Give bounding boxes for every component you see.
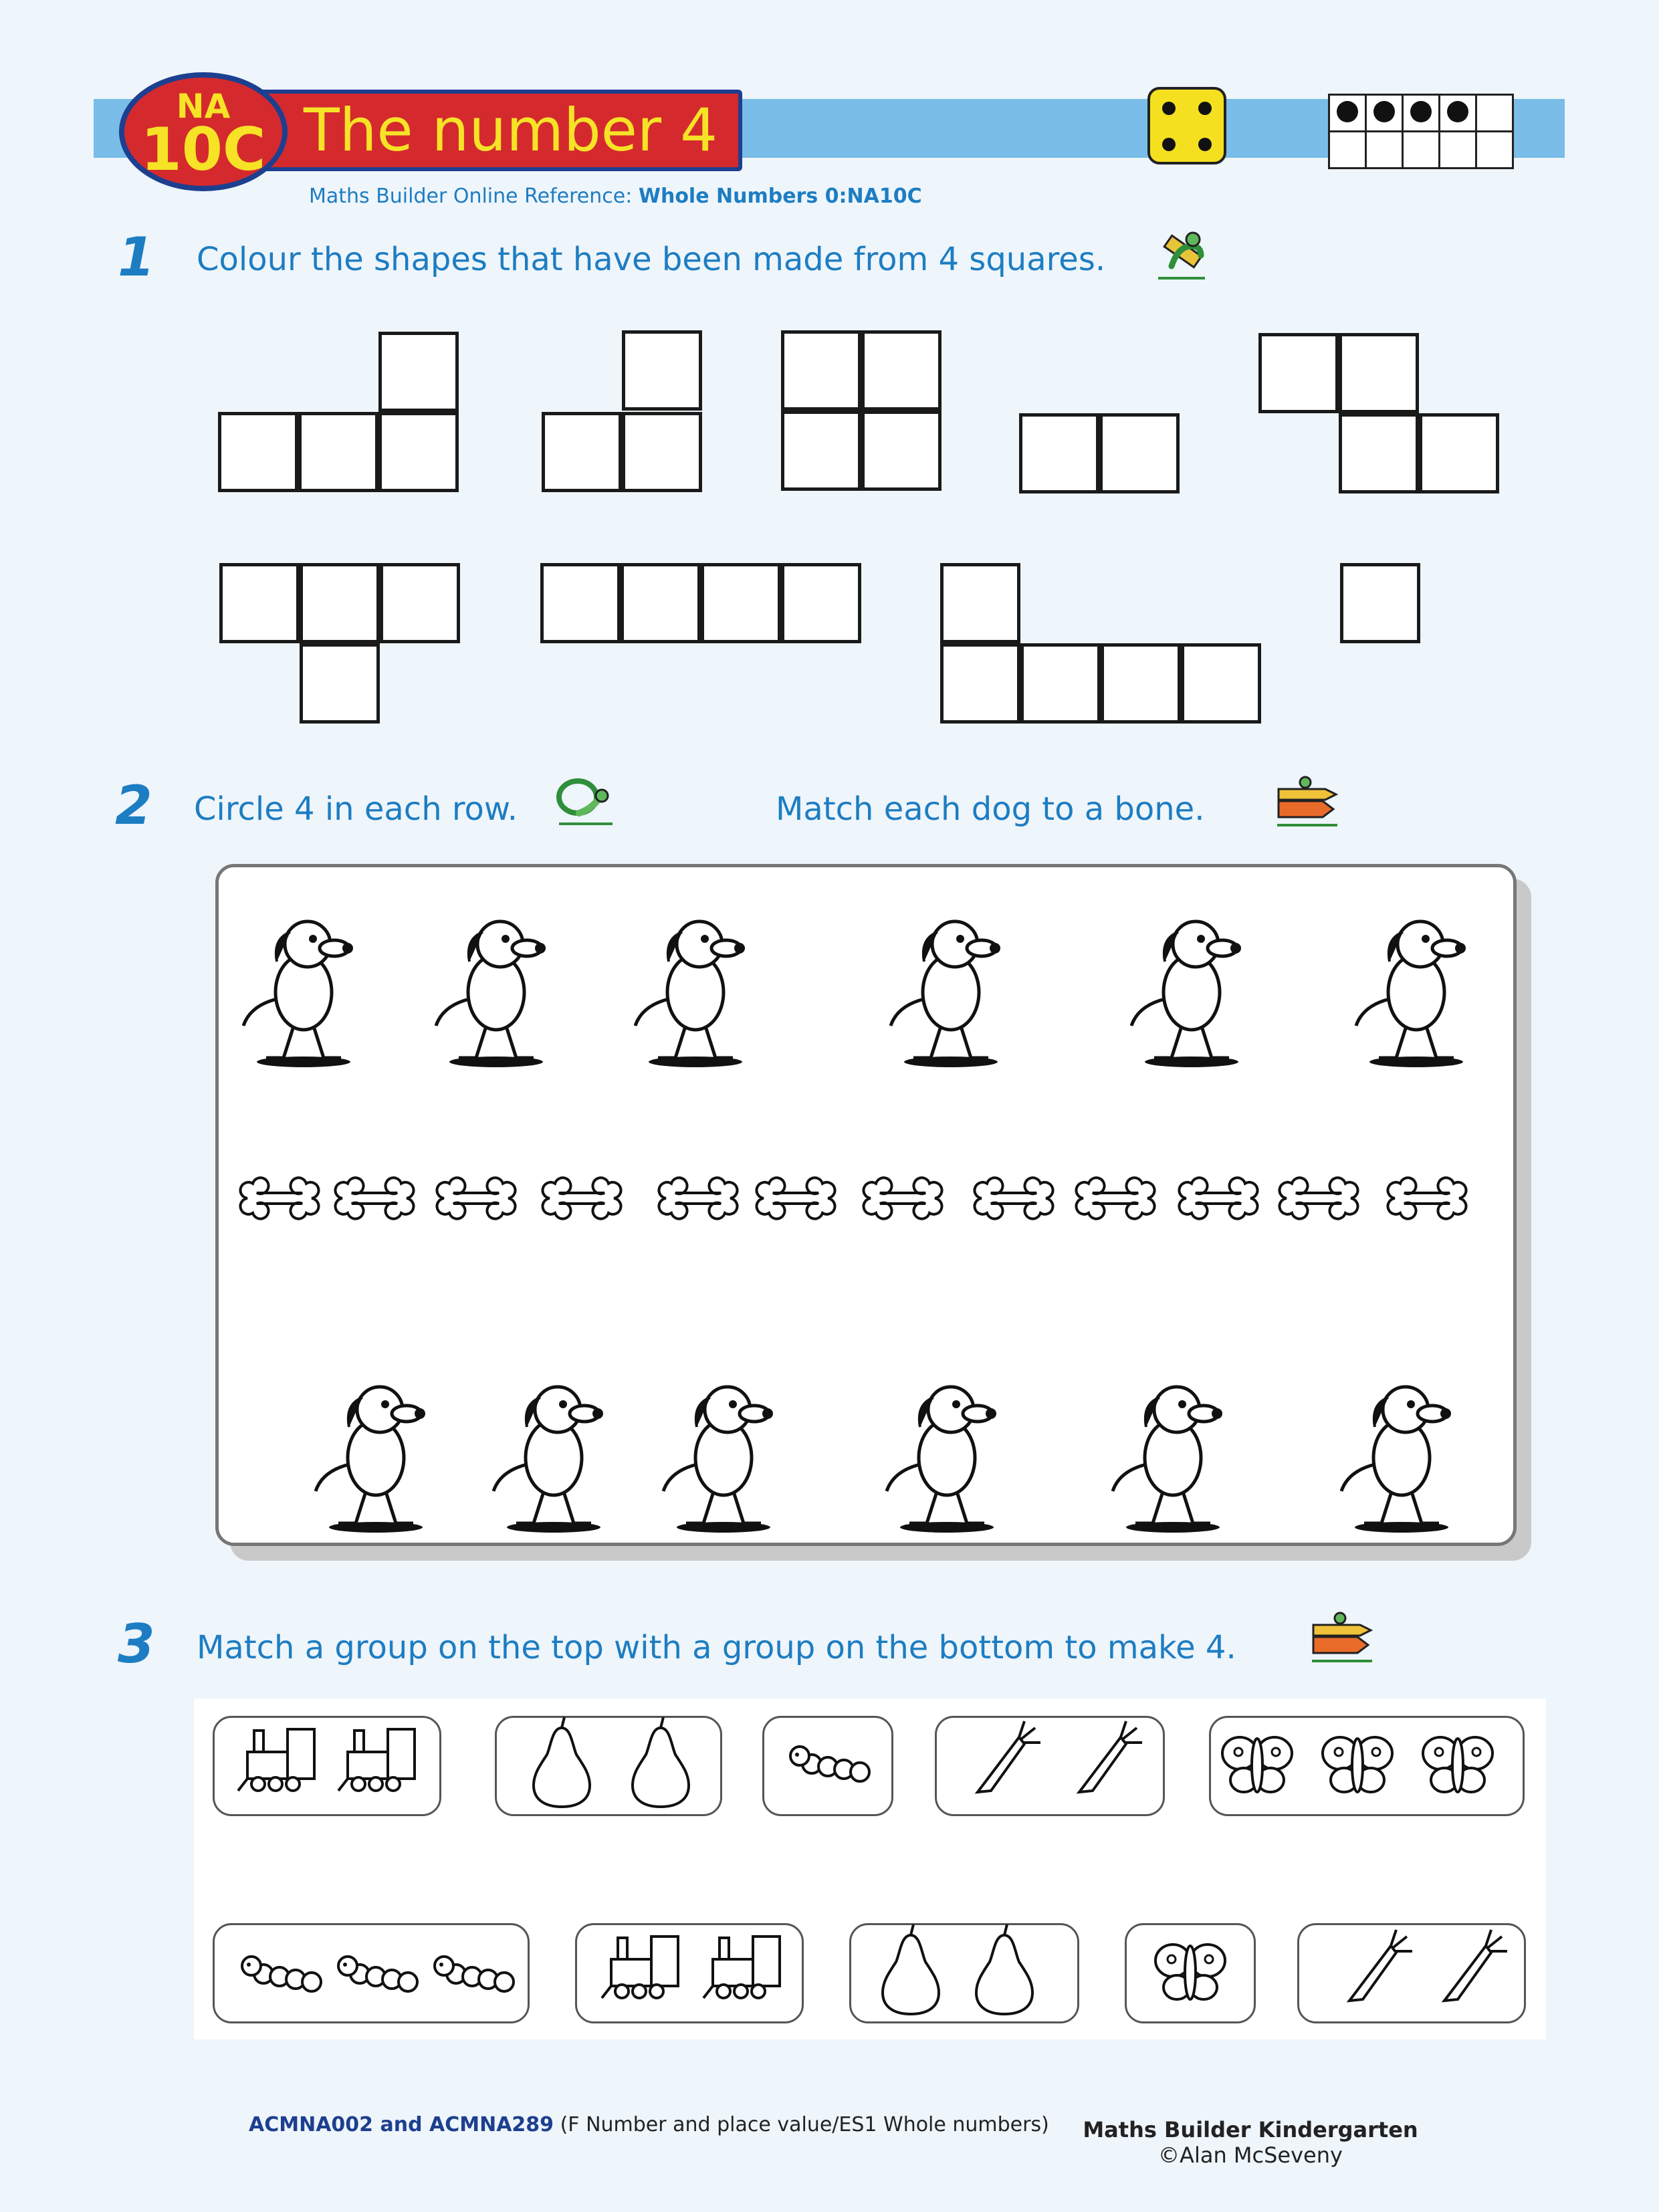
bone-icon: [1180, 1178, 1258, 1218]
bone-icon: [1077, 1178, 1155, 1218]
curriculum-code-detail: (F Number and place value/ES1 Whole numbers): [554, 2113, 1049, 2136]
dog-icon: [1113, 1387, 1222, 1533]
arrow-sign-worm-icon: [1309, 1610, 1376, 1665]
butterfly-icon: [1323, 1737, 1392, 1792]
carrot-icon: [978, 1721, 1040, 1792]
bone-icon: [975, 1178, 1053, 1218]
bone-icon: [543, 1178, 621, 1218]
section-badge: [119, 72, 288, 191]
caterpillar-icon: [435, 1957, 514, 1991]
bone-icon: [437, 1178, 516, 1218]
question-1-text: Colour the shapes that have been made from 4 squares.: [197, 241, 1106, 278]
die-four-icon: [1147, 87, 1226, 164]
dog-icon: [1131, 921, 1241, 1067]
dog-icon: [316, 1387, 425, 1533]
train-icon: [238, 1729, 314, 1791]
dog-icon: [436, 921, 546, 1067]
train-icon: [338, 1729, 415, 1791]
copyright: ©Alan McSeveny: [1158, 2142, 1343, 2168]
butterfly-icon: [1222, 1737, 1292, 1792]
pear-icon: [633, 1717, 689, 1807]
top-dog-row: [243, 921, 1466, 1067]
bone-row: [241, 1178, 1466, 1218]
bottom-dog-row: [316, 1387, 1451, 1533]
question-3-text: Match a group on the top with a group on the bottom to make 4.: [197, 1629, 1236, 1666]
question-1-number: 1: [118, 226, 155, 288]
caterpillar-icon: [338, 1957, 417, 1991]
bone-icon: [1388, 1178, 1466, 1218]
curriculum-code-values: ACMNA002 and ACMNA289: [249, 2113, 554, 2136]
badge-code: NA: [176, 87, 231, 126]
carrot-icon: [1444, 1930, 1507, 2001]
dog-icon: [493, 1387, 603, 1533]
dog-bone-art: [215, 864, 1517, 1546]
butterfly-icon: [1155, 1945, 1225, 1999]
ten-frame: [1328, 94, 1514, 169]
bone-icon: [659, 1178, 738, 1218]
bone-icon: [1280, 1178, 1358, 1218]
online-reference: [309, 185, 922, 208]
dog-icon: [887, 1387, 996, 1533]
pencil-worm-icon: [1151, 225, 1212, 285]
dog-icon: [635, 921, 745, 1067]
dog-icon: [243, 921, 353, 1067]
badge-number: 10C: [140, 115, 266, 184]
curriculum-codes: [249, 2113, 1049, 2136]
reference-label: Maths Builder Online Reference:: [309, 185, 639, 208]
bone-icon: [241, 1178, 319, 1218]
bone-icon: [864, 1178, 942, 1218]
train-icon: [602, 1937, 678, 1998]
circle-worm-icon: [552, 773, 619, 828]
arrow-sign-worm-icon: [1275, 774, 1341, 829]
group-items-art: [0, 1698, 1659, 2046]
dog-icon: [891, 921, 1000, 1067]
bone-icon: [757, 1178, 835, 1218]
caterpillar-icon: [790, 1747, 869, 1781]
dog-icon: [1341, 1387, 1451, 1533]
question-2-number: 2: [115, 774, 152, 837]
question-3-number: 3: [118, 1613, 155, 1675]
reference-value: Whole Numbers 0:NA10C: [638, 185, 922, 208]
train-icon: [703, 1937, 780, 1998]
carrot-icon: [1079, 1721, 1142, 1792]
pear-icon: [976, 1924, 1032, 2014]
question-2-text-left: Circle 4 in each row.: [194, 790, 518, 828]
pear-icon: [883, 1924, 939, 2014]
pear-icon: [534, 1717, 590, 1807]
question-2-text-right: Match each dog to a bone.: [776, 790, 1205, 828]
book-credit: [1077, 2117, 1424, 2168]
dog-icon: [663, 1387, 773, 1533]
caterpillar-icon: [242, 1957, 321, 1991]
dog-icon: [1356, 921, 1466, 1067]
butterfly-icon: [1423, 1737, 1492, 1792]
carrot-icon: [1349, 1930, 1412, 2001]
bone-icon: [336, 1178, 414, 1218]
page-title: The number 4: [201, 90, 742, 171]
book-title: Maths Builder Kindergarten: [1083, 2117, 1418, 2142]
